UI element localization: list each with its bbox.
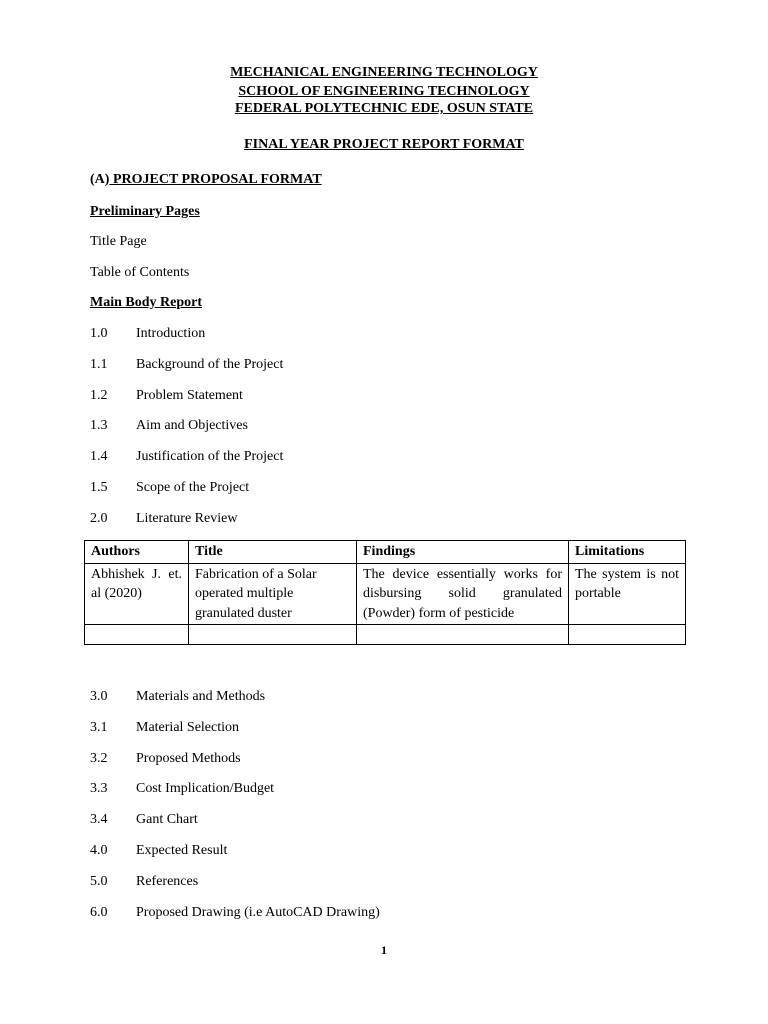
- outline-item-text: Cost Implication/Budget: [136, 781, 275, 797]
- section-a-heading: [90, 171, 322, 189]
- outline-item-text: Aim and Objectives: [136, 418, 248, 434]
- institution-heading: FEDERAL POLYTECHNIC EDE, OSUN STATE: [234, 101, 534, 116]
- outline-item-text: Gant Chart: [136, 812, 198, 828]
- outline-item-text: Literature Review: [136, 510, 238, 526]
- outline-item-number: 4.0: [90, 843, 108, 858]
- cell-limitations: The system is not portable: [569, 563, 686, 625]
- outline-item-number: 1.1: [90, 356, 108, 372]
- preliminary-item-table-of-contents: Table of Contents: [90, 265, 190, 280]
- school-heading: SCHOOL OF ENGINEERING TECHNOLOGY: [238, 84, 530, 99]
- page-number: 1: [381, 943, 387, 957]
- outline-item-number: 5.0: [90, 873, 108, 889]
- table-row-empty: [85, 625, 686, 645]
- section-a-label: PROJECT PROPOSAL FORMAT: [109, 172, 322, 187]
- outline-item: [0, 904, 768, 922]
- column-header-title: Title: [189, 541, 357, 564]
- outline-item-text: Justification of the Project: [136, 449, 284, 465]
- outline-item: [0, 873, 768, 891]
- outline-item: [0, 688, 768, 706]
- outline-item: [0, 510, 768, 528]
- outline-item-text: Introduction: [136, 326, 206, 341]
- outline-item-number: 6.0: [90, 904, 108, 920]
- column-header-authors: Authors: [85, 541, 189, 564]
- outline-item-number: 3.3: [90, 781, 108, 797]
- outline-item-text: Expected Result: [136, 843, 228, 858]
- outline-item: [0, 479, 768, 497]
- column-header-findings: Findings: [357, 541, 569, 564]
- outline-item: [0, 780, 768, 798]
- outline-item-number: 1.0: [90, 326, 108, 341]
- outline-item-number: 1.4: [90, 449, 108, 465]
- column-header-limitations: Limitations: [569, 541, 686, 564]
- outline-item: [0, 750, 768, 768]
- outline-item-text: Problem Statement: [136, 387, 243, 403]
- outline-item: [0, 719, 768, 737]
- outline-item-text: Proposed Methods: [136, 750, 241, 766]
- cell-authors: Abhishek J. et. al (2020): [85, 563, 189, 625]
- document-title: FINAL YEAR PROJECT REPORT FORMAT: [244, 137, 524, 152]
- outline-item: [0, 448, 768, 466]
- main-body-heading: Main Body Report: [90, 295, 202, 310]
- section-a-prefix: (A): [90, 172, 110, 187]
- literature-review-table: [84, 540, 686, 645]
- cell-empty: [189, 625, 357, 645]
- preliminary-pages-heading: Preliminary Pages: [90, 204, 200, 219]
- outline-item: [0, 325, 768, 343]
- outline-item-number: 1.5: [90, 480, 108, 495]
- cell-empty: [85, 625, 189, 645]
- outline-item-number: 1.3: [90, 418, 108, 434]
- table-row: [85, 563, 686, 625]
- outline-item-number: 3.4: [90, 812, 108, 828]
- outline-item: [0, 387, 768, 405]
- outline-item-text: Background of the Project: [136, 356, 284, 372]
- outline-item-text: Proposed Drawing (i.e AutoCAD Drawing): [136, 904, 380, 920]
- outline-item-number: 3.0: [90, 689, 108, 704]
- cell-empty: [357, 625, 569, 645]
- outline-item: [0, 356, 768, 374]
- cell-title: Fabrication of a Solar operated multiple granulated duster: [189, 563, 357, 625]
- preliminary-item-title-page: Title Page: [90, 234, 147, 249]
- cell-findings: The device essentially works for disbursing solid granulated (Powder) form of pesticide: [357, 563, 569, 625]
- cell-empty: [569, 625, 686, 645]
- outline-item-number: 3.2: [90, 750, 108, 766]
- outline-item: [0, 842, 768, 860]
- outline-item-number: 3.1: [90, 719, 108, 735]
- outline-item-number: 1.2: [90, 387, 108, 403]
- outline-item-text: References: [136, 873, 199, 889]
- outline-item-number: 2.0: [90, 510, 108, 526]
- outline-item: [0, 417, 768, 435]
- outline-item-text: Material Selection: [136, 719, 240, 735]
- outline-item: [0, 811, 768, 829]
- outline-item-text: Scope of the Project: [136, 480, 250, 495]
- department-heading: MECHANICAL ENGINEERING TECHNOLOGY: [230, 65, 538, 80]
- table-header-row: [85, 541, 686, 564]
- outline-item-text: Materials and Methods: [136, 689, 266, 704]
